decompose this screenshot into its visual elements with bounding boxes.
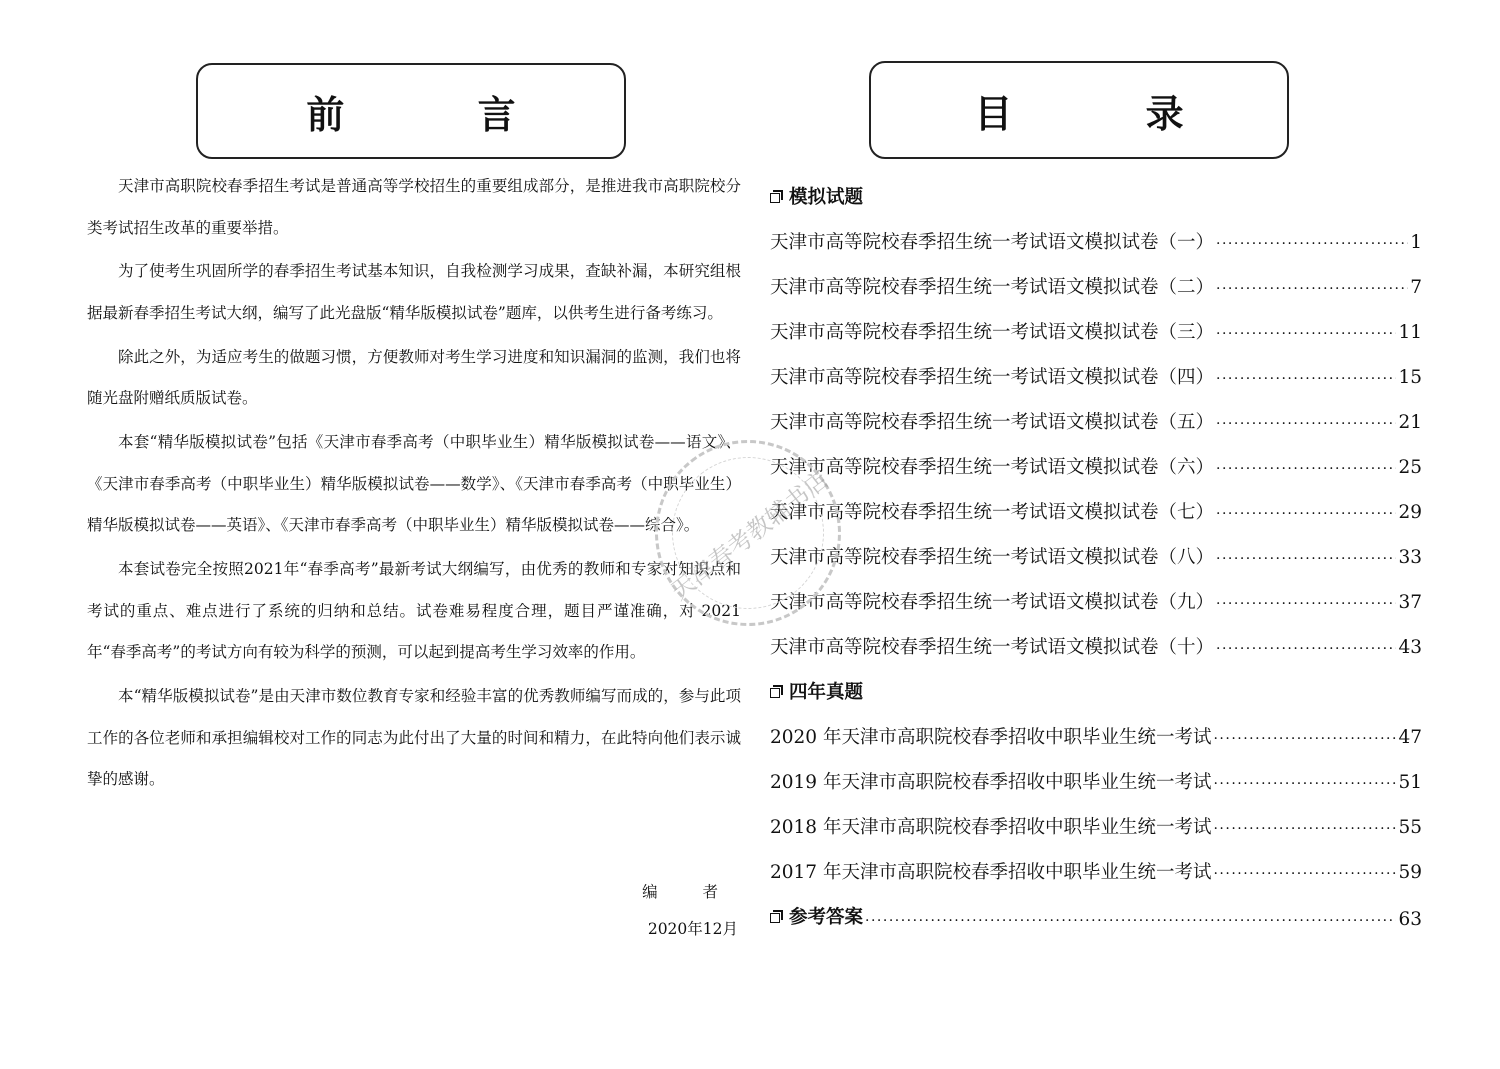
toc-page-number: 29 — [1398, 502, 1422, 523]
toc-entry-label: 天津市高等院校春季招生统一考试语文模拟试卷（三） — [770, 322, 1215, 343]
watermark-text: 天津春考教辅书店 — [665, 464, 834, 606]
toc-page-number: 1 — [1410, 232, 1422, 253]
dot-leader — [1213, 717, 1396, 762]
checkbox-bullet-icon — [770, 685, 785, 700]
toc-real-list — [770, 715, 1422, 895]
toc-entry[interactable] — [770, 355, 1422, 400]
toc-entry[interactable] — [770, 220, 1422, 265]
preface-paragraph: 除此之外，为适应考生的做题习惯，方便教师对考生学习进度和知识漏洞的监测，我们也将随光盘附赠纸质版试卷。 — [87, 347, 741, 408]
toc-entry-label: 天津市高等院校春季招生统一考试语文模拟试卷（九） — [770, 592, 1215, 613]
dot-leader — [1216, 312, 1396, 357]
toc-entry[interactable] — [770, 580, 1422, 625]
preface-author: 编 者 — [642, 883, 738, 901]
toc-title: 目 录 — [869, 61, 1289, 159]
dot-leader — [1213, 852, 1396, 897]
toc-page-number: 43 — [1398, 637, 1422, 658]
dot-leader — [865, 899, 1396, 944]
toc-entry-label — [770, 895, 863, 940]
toc-entry-label: 天津市高等院校春季招生统一考试语文模拟试卷（五） — [770, 412, 1215, 433]
toc-entry-label: 天津市高等院校春季招生统一考试语文模拟试卷（十） — [770, 637, 1215, 658]
toc-mock-list — [770, 220, 1422, 670]
toc-entry[interactable] — [770, 715, 1422, 760]
toc-entry[interactable] — [770, 400, 1422, 445]
toc-page-number: 59 — [1398, 862, 1422, 883]
toc-entry[interactable] — [770, 850, 1422, 895]
preface-body — [87, 166, 741, 803]
toc-answers-label: 参考答案 — [789, 907, 864, 928]
preface-paragraph: 天津市高职院校春季招生考试是普通高等学校招生的重要组成部分，是推进我市高职院校分类考试招生改革的重要举措。 — [87, 177, 741, 237]
preface-paragraph: 本套“精华版模拟试卷”包括《天津市春季高考（中职毕业生）精华版模拟试卷——语文》、《天津市春季高考（中职毕业生）精华版模拟试卷——数学》、《天津市春季高考（中职毕业生）精华版模拟试卷——英语》、《天津市春季高考（中职毕业生）精华版模拟试卷——综合》。 — [87, 433, 741, 535]
toc-entry-label: 2020 年天津市高职院校春季招收中职毕业生统一考试 — [770, 727, 1212, 748]
dot-leader — [1216, 537, 1396, 582]
checkbox-bullet-icon — [770, 190, 785, 205]
toc-entry-label: 天津市高等院校春季招生统一考试语文模拟试卷（七） — [770, 502, 1215, 523]
table-of-contents — [770, 175, 1422, 940]
toc-section-mock — [770, 175, 1422, 220]
preface-date: 2020年12月 — [647, 920, 738, 938]
toc-section-real — [770, 670, 1422, 715]
toc-entry[interactable] — [770, 310, 1422, 355]
toc-entry[interactable] — [770, 760, 1422, 805]
dot-leader — [1216, 357, 1396, 402]
toc-page-number: 63 — [1398, 909, 1422, 930]
toc-entry-label: 2019 年天津市高职院校春季招收中职毕业生统一考试 — [770, 772, 1212, 793]
toc-entry-label: 天津市高等院校春季招生统一考试语文模拟试卷（二） — [770, 277, 1215, 298]
dot-leader — [1216, 447, 1396, 492]
preface-paragraph: 本“精华版模拟试卷”是由天津市数位教育专家和经验丰富的优秀教师编写而成的，参与此项工作的各位老师和承担编辑校对工作的同志为此付出了大量的时间和精力，在此特向他们表示诚挚的感谢。 — [87, 687, 741, 789]
toc-page-number: 7 — [1410, 277, 1422, 298]
toc-section-label: 模拟试题 — [789, 187, 864, 208]
toc-entry-label: 2017 年天津市高职院校春季招收中职毕业生统一考试 — [770, 862, 1212, 883]
preface-paragraph: 本套试卷完全按照2021年“春季高考”最新考试大纲编写，由优秀的教师和专家对知识点和考试的重点、难点进行了系统的归纳和总结。试卷难易程度合理，题目严谨准确，对 2021年“春季高考”的考试方向有较为科学的预测，可以起到提高考生学习效率的作用。 — [87, 560, 741, 662]
dot-leader — [1216, 402, 1396, 447]
toc-page-number: 55 — [1398, 817, 1422, 838]
dot-leader — [1216, 222, 1408, 267]
toc-page-number: 21 — [1398, 412, 1422, 433]
toc-entry[interactable] — [770, 625, 1422, 670]
toc-entry-label: 2018 年天津市高职院校春季招收中职毕业生统一考试 — [770, 817, 1212, 838]
preface-title: 前 言 — [196, 63, 626, 159]
toc-entry-label: 天津市高等院校春季招生统一考试语文模拟试卷（一） — [770, 232, 1215, 253]
dot-leader — [1216, 492, 1396, 537]
toc-entry[interactable] — [770, 445, 1422, 490]
toc-page-number: 37 — [1398, 592, 1422, 613]
toc-entry-label: 天津市高等院校春季招生统一考试语文模拟试卷（八） — [770, 547, 1215, 568]
toc-page-number: 25 — [1398, 457, 1422, 478]
dot-leader — [1216, 267, 1408, 312]
dot-leader — [1216, 627, 1396, 672]
toc-page-number: 11 — [1398, 322, 1422, 343]
toc-page-number: 47 — [1398, 727, 1422, 748]
toc-section-label: 四年真题 — [789, 682, 864, 703]
toc-entry[interactable] — [770, 805, 1422, 850]
toc-entry[interactable] — [770, 535, 1422, 580]
dot-leader — [1216, 582, 1396, 627]
toc-page-number: 33 — [1398, 547, 1422, 568]
dot-leader — [1213, 762, 1396, 807]
preface-paragraph: 为了使考生巩固所学的春季招生考试基本知识，自我检测学习成果，查缺补漏，本研究组根据最新春季招生考试大纲，编写了此光盘版“精华版模拟试卷”题库，以供考生进行备考练习。 — [87, 262, 741, 322]
toc-entry[interactable] — [770, 490, 1422, 535]
toc-entry-label: 天津市高等院校春季招生统一考试语文模拟试卷（四） — [770, 367, 1215, 388]
dot-leader — [1213, 807, 1396, 852]
toc-page-number: 51 — [1398, 772, 1422, 793]
toc-entry-answers[interactable] — [770, 895, 1422, 940]
toc-entry-label: 天津市高等院校春季招生统一考试语文模拟试卷（六） — [770, 457, 1215, 478]
checkbox-bullet-icon — [770, 910, 785, 925]
toc-entry[interactable] — [770, 265, 1422, 310]
toc-page-number: 15 — [1398, 367, 1422, 388]
